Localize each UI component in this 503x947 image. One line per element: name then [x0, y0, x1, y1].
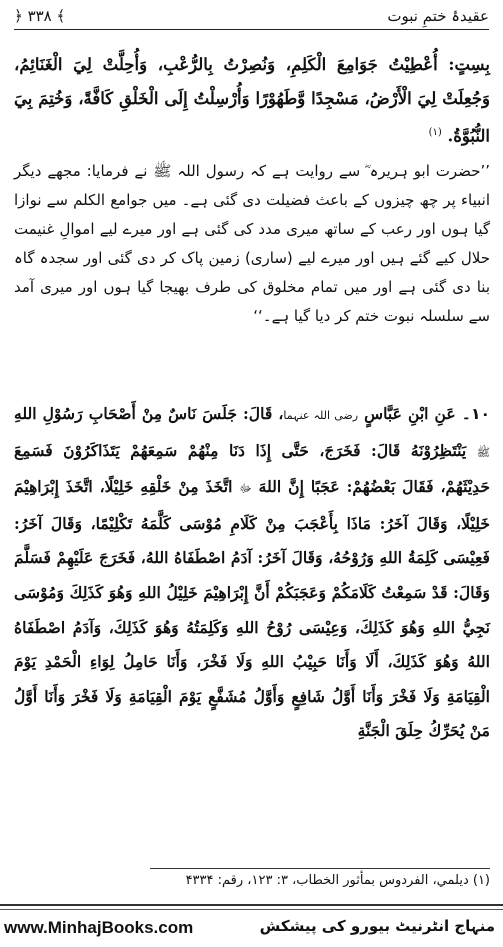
arabic-text: بِسِتٍ: أُعْطِيْتُ جَوَامِعَ الْكَلِمِ، وَنُصِرْتُ بِالرُّعْبِ، وَأُحِلَّتْ لِيَ الْغَنَائِمُ، وَجُعِلَتْ لِيَ الْأَرْضُ، مَسْجِدًا وَّطَهُوْرًا وَأُرْسِلْتُ إِلَى الْخَلْقِ كَافَّةً، وَخُتِمَ بِيَ النُّبُوَّةُ. [14, 55, 490, 146]
footer-rule-thin [0, 909, 503, 910]
hadith-text-part1: ، قَالَ: جَلَسَ نَاسٌ مِنْ أَصْحَابِ رَسُوْلِ اللهِ [14, 404, 284, 423]
hadith-10 [14, 397, 490, 749]
hadith-text-part2: يَنْتَظِرُوْنَهُ قَالَ: فَخَرَجَ، حَتَّى إِذَا دَنَا مِنْهُمْ سَمِعَهُمْ يَتَذَاكَرُوْنَ فَسَمِعَ حَدِيْثَهُمْ، فَقَالَ بَعْضُهُمْ: عَجَبًا إِنَّ اللهَ [14, 440, 490, 497]
website-link[interactable]: www.MinhajBooks.com [4, 918, 194, 937]
hadith-narrator: عَنِ ابْنِ عَبَّاسٍ [364, 404, 456, 423]
page-header [14, 4, 489, 30]
header-rule [14, 29, 489, 30]
salutation-glyph: ﷺ [476, 445, 490, 459]
hadith-number: ۱۰۔ [461, 405, 490, 423]
footnote: (۱) دیلمي، الفردوس بمأثور الخطاب، ۳: ۱۲۳، رقم: ۴۳۳۴ [185, 873, 490, 888]
publisher-credit: منہاج انٹرنیٹ بیورو کی پیشکش [259, 917, 495, 935]
urdu-translation: ’’حضرت ابو ہریرہ ؓ سے روایت ہے کہ رسول اللہ ﷺ نے فرمایا: مجھے دیگر انبیاء پر چھ چیزوں کے باعث فضیلت دی گئی ہے۔ میں جوامع الکلم سے نوازا گیا ہوں اور رعب کے ساتھ میری مدد کی گئی ہے اور میرے لیے اموالِ غنیمت حلال کیے گئے ہیں اور میرے لیے (ساری) زمین پاک کر دی گئی اور سجدہ گاہ بنا دی گئی ہے اور میں تمام مخلوق کی طرف بھیجا گیا ہوں اور میری آمد سے سلسلہ نبوت ختم کر دیا گیا ہے۔‘‘ [14, 162, 490, 325]
footnote-marker: (۱) [428, 127, 442, 138]
arabic-hadith-continuation [14, 48, 490, 154]
narrator-honorific: رضی اللہ عنہما [283, 409, 359, 422]
page-number: ﴾ ۳۳۸ ﴿ [14, 7, 66, 25]
footnote-divider [150, 868, 490, 869]
footer-rule-thick [0, 904, 503, 906]
hadith-text-part3: اتَّخَذَ مِنْ خَلْقِهِ خَلِيْلًا، اتَّخَذَ إِبْرَاهِيْمَ خَلِيْلًا، وَقَالَ آخَرُ: مَاذَا بِأَعْجَبَ مِنْ كَلَامِ مُوْسَى كَلَّمَهُ تَكْلِيْمًا، وَقَالَ آخَرُ: فَعِيْسَى كَلِمَةُ اللهِ وَرُوْحُهُ، وَقَالَ آخَرُ: آدَمُ اصْطَفَاهُ اللهُ، فَخَرَجَ عَلَيْهِمْ فَسَلَّمَ وَقَالَ: قَدْ سَمِعْتُ كَلَامَكُمْ وَعَجَبَكُمْ أَنَّ إِبْرَاهِيْمَ خَلِيْلُ اللهِ وَهُوَ كَذَلِكَ وَمُوْسَى نَجِيُّ اللهِ وَهُوَ كَذَلِكَ، وَعِيْسَى رُوْحُ اللهِ وَكَلِمَتُهُ وَهُوَ كَذَلِكَ، وَآدَمُ اصْطَفَاهُ اللهُ وَهُوَ كَذَلِكَ، أَلَا وَأَنَا حَبِيْبُ اللهِ وَلَا فَخْرَ، وَأَنَا حَامِلُ لِوَاءِ الْحَمْدِ يَوْمَ الْقِيَامَةِ وَلَا فَخْرَ وَأَنَا أَوَّلُ شَافِعٍ وَأَوَّلُ مُشَفَّعٍ يَوْمَ الْقِيَامَةِ وَلَا فَخْرَ وَأَنَا أَوَّلُ مَنْ يُحَرِّكُ حِلَقَ الْجَنَّةِ [14, 477, 490, 741]
honorific-glyph: ﷻ [239, 482, 252, 496]
running-title: عقیدۂ ختمِ نبوت [387, 7, 489, 25]
